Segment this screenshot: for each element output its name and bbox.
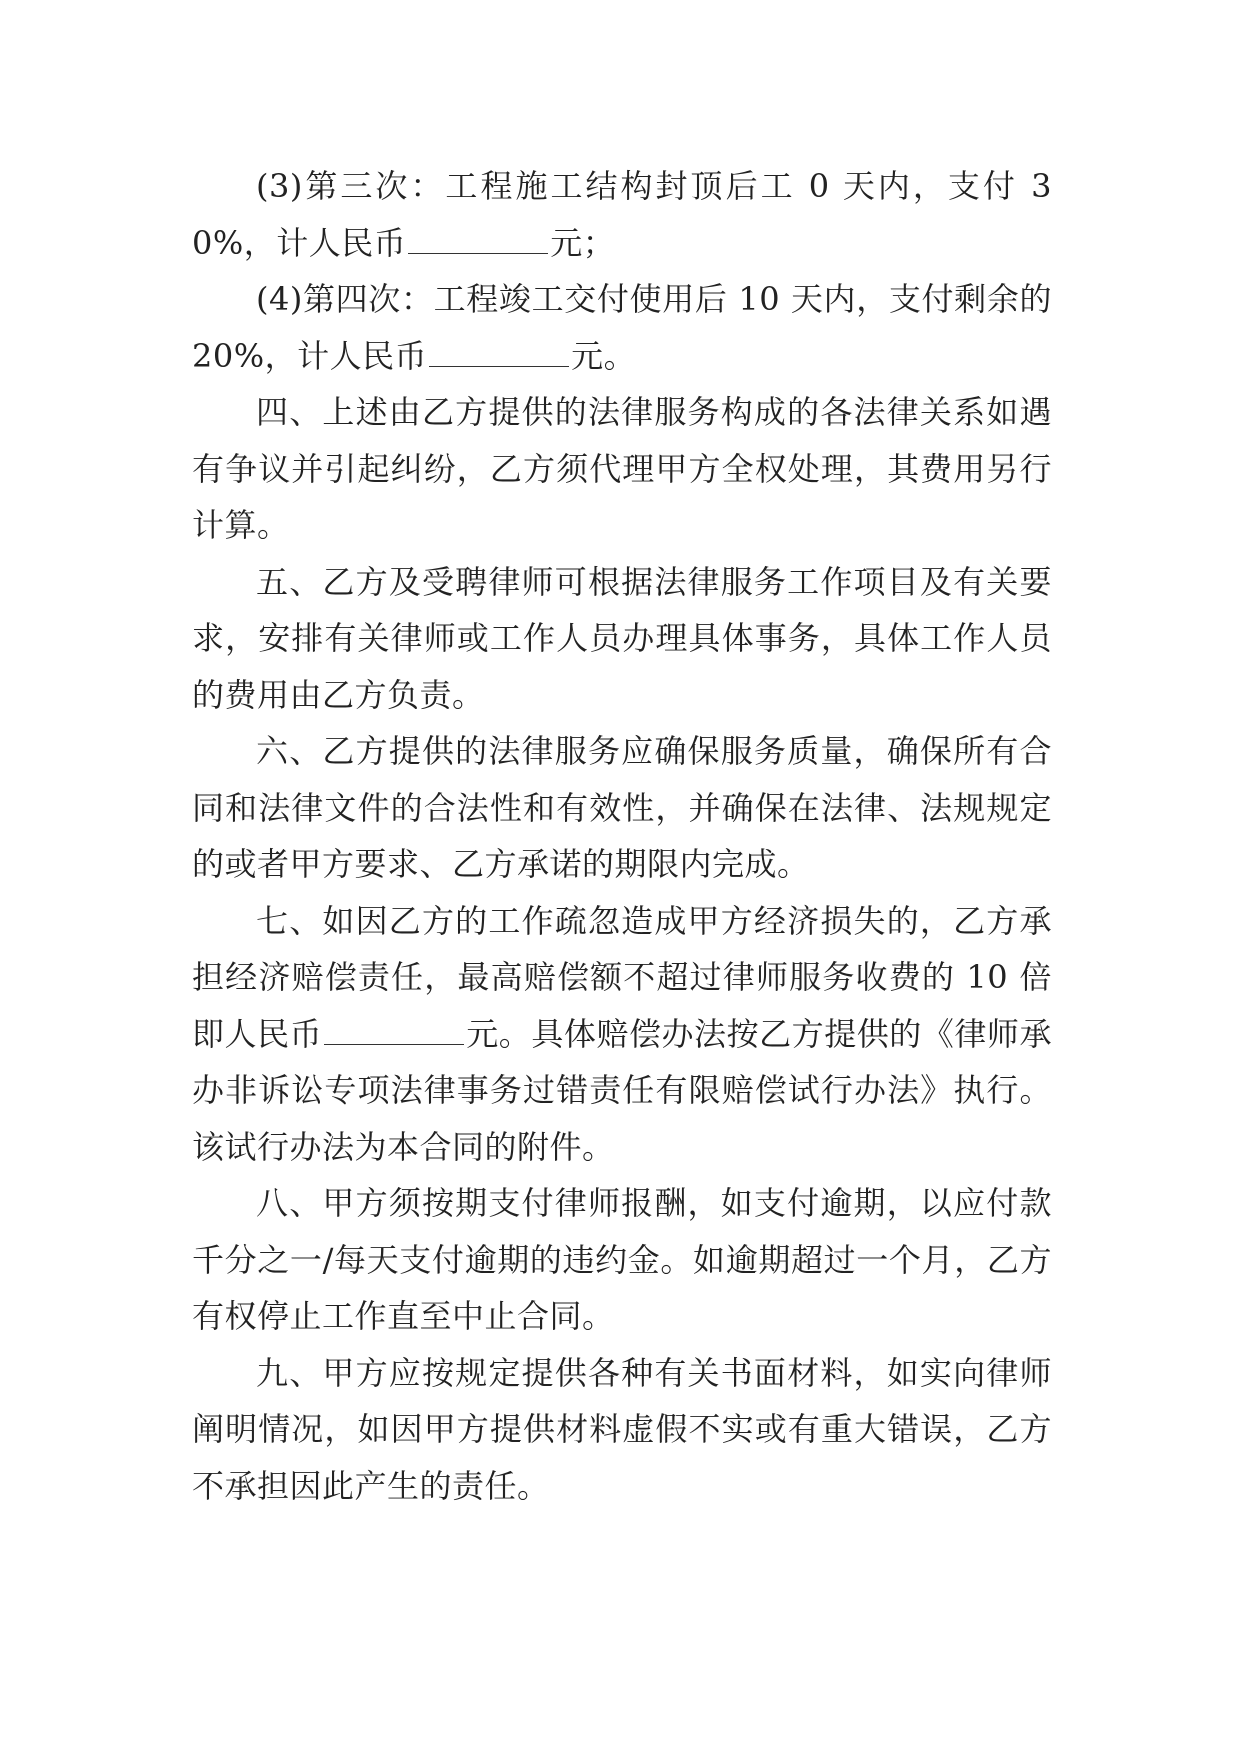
paragraph-text: 五、乙方及受聘律师可根据法律服务工作项目及有关要求，安排有关律师或工作人员办理具体事务，具体工作人员的费用由乙方负责。	[192, 562, 1052, 714]
amount-blank	[429, 336, 569, 367]
paragraph-text: 四、上述由乙方提供的法律服务构成的各法律关系如遇有争议并引起纠纷，乙方须代理甲方全权处理，其费用另行计算。	[192, 393, 1052, 544]
paragraph-text: 元；	[550, 223, 616, 262]
paragraph-payment-4	[192, 271, 1052, 384]
paragraph-text: 六、乙方提供的法律服务应确保服务质量，确保所有合同和法律文件的合法性和有效性，并确保在法律、法规规定的或者甲方要求、乙方承诺的期限内完成。	[192, 732, 1052, 883]
paragraph-text: 元。具体赔偿办法按乙方提供的《律师承办非诉讼专项法律事务过错责任有限赔偿试行办法》执行。该试行办法为本合同的附件。	[192, 1014, 1052, 1166]
paragraph-text: (3)第三次：工程施工结构封顶后工 0 天内，支付 30%，计人民币	[192, 167, 1052, 262]
paragraph-clause-6	[192, 723, 1052, 893]
paragraph-text: 八、甲方须按期支付律师报酬，如支付逾期，以应付款千分之一/每天支付逾期的违约金。如逾期超过一个月，乙方有权停止工作直至中止合同。	[192, 1184, 1052, 1335]
paragraph-text: 元。	[571, 336, 637, 375]
amount-blank	[408, 223, 548, 254]
paragraph-text: (4)第四次：工程竣工交付使用后 10 天内，支付剩余的 20%，计人民币	[192, 280, 1052, 375]
paragraph-clause-9	[192, 1345, 1052, 1515]
paragraph-clause-7	[192, 893, 1052, 1176]
amount-blank	[324, 1014, 464, 1045]
paragraph-clause-5	[192, 554, 1052, 724]
paragraph-text: 九、甲方应按规定提供各种有关书面材料，如实向律师阐明情况，如因甲方提供材料虚假不实或有重大错误，乙方不承担因此产生的责任。	[192, 1353, 1052, 1505]
paragraph-payment-3	[192, 158, 1052, 271]
paragraph-clause-4	[192, 384, 1052, 554]
paragraph-text: 七、如因乙方的工作疏忽造成甲方经济损失的，乙方承担经济赔偿责任，最高赔偿额不超过律师服务收费的 10 倍即人民币	[192, 901, 1052, 1053]
document-body	[192, 158, 1052, 1514]
paragraph-clause-8	[192, 1175, 1052, 1345]
